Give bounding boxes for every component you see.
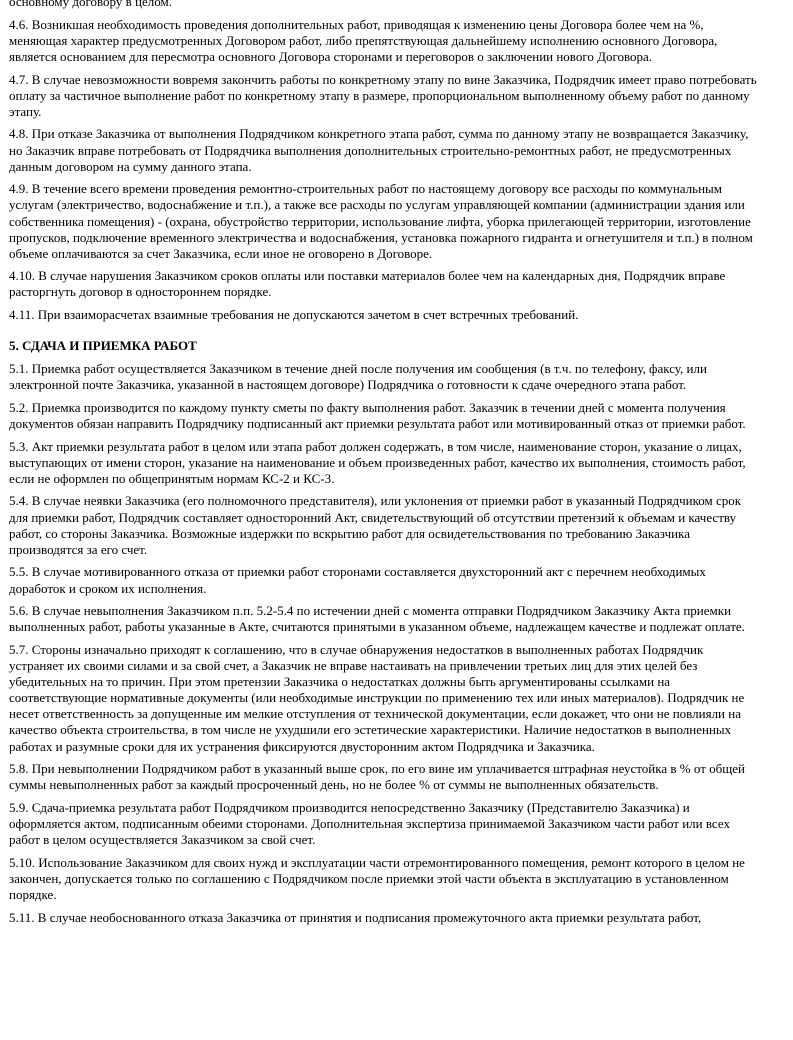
paragraph-4-8: 4.8. При отказе Заказчика от выполнения Подрядчиком конкретного этапа работ, сумма по данному этапу не возвращается Заказчику, но Заказчик вправе потребовать от Подрядчика выполнения дополнительных строительно-ремонтных работ, не предусмотренных данным договором на сумму данного этапа. [9, 126, 749, 174]
paragraph-5-7: 5.7. Стороны изначально приходят к соглашению, что в случае обнаружения недостатков в выполненных работах Подрядчик устраняет их своими силами и за свой счет, а Заказчик не вправе настаивать на привлечении третьих лиц для этих целей без убедительных на то причин. При этом претензии Заказчика о недостатках должны быть аргументированы ссылками на соответствующие нормативные документы (или необходимые инструкции по применению тех или иных материалов). Подрядчик не несет ответственность за допущенные им мелкие отступления от технической документации, если докажет, что они не повлияли на качество объекта строительства, в том числе не ухудшили его эстетические характеристики. Наличие недостатков в выполненных работах и разумные сроки для их устранения фиксируются двусторонним актом Подрядчика и Заказчика. [9, 642, 745, 754]
paragraph-5-2: 5.2. Приемка производится по каждому пункту сметы по факту выполнения работ. Заказчик в течении дней с момента получения документов обязан направить Подрядчику подписанный акт приемки результата работ или мотивированный отказ от приемки работ. [9, 399, 746, 431]
paragraph-4-7: 4.7. В случае невозможности вовремя закончить работы по конкретному этапу по вине Заказчика, Подрядчик имеет право потребовать оплату за частичное выполнение работ по конкретному этапу в размере, пропорциональном выполненному объему работ по данному этапу. [9, 71, 757, 119]
paragraph-5-4: 5.4. В случае неявки Заказчика (его полномочного представителя), или уклонения от приемки работ в указанный Подрядчиком срок для приемки работ, Подрядчик составляет односторонний Акт, свидетельствующий об отсутствии претензий к объемам и качеству работ, со стороны Заказчика. Возможные издержки по вскрытию работ для освидетельствования по требованию Заказчика производятся за его счет. [9, 493, 742, 557]
section-heading-5: 5. СДАЧА И ПРИЕМКА РАБОТ [9, 337, 197, 353]
paragraph-5-10: 5.10. Использование Заказчиком для своих нужд и эксплуатации части отремонтированного помещения, ремонт которого в целом не закончен, допускается только по соглашению с Подрядчиком после приемки этой части объекта в эксплуатацию в установленном порядке. [9, 854, 745, 903]
paragraph-lead: основному договору в целом. [9, 0, 172, 9]
paragraph-5-5: 5.5. В случае мотивированного отказа от приемки работ сторонами составляется двухсторонний акт с перечнем необходимых доработок и сроком их исполнения. [9, 564, 706, 596]
paragraph-5-1: 5.1. Приемка работ осуществляется Заказчиком в течение дней после получения им сообщения (в т.ч. по телефону, факсу, или электронной почте Заказчика, указанной в настоящем договоре) Подрядчика о готовности к сдаче очередного этапа работ. [9, 361, 707, 393]
paragraph-5-11: 5.11. В случае необоснованного отказа Заказчика от принятия и подписания промежуточного акта приемки результата работ, [9, 909, 702, 925]
paragraph-5-8: 5.8. При невыполнении Подрядчиком работ в указанный выше срок, по его вине им уплачивается штрафная неустойка в % от общей суммы невыполненных работ за каждый просроченный день, но не более % от суммы не выполненных обязательств. [9, 761, 745, 793]
paragraph-5-9: 5.9. Сдача-приемка результата работ Подрядчиком производится непосредственно Заказчику (Представителю Заказчика) и оформляется актом, подписанным обеими сторонами. Дополнительная экспертиза принимаемой Заказчиком части работ или всех работ в целом осуществляется Заказчиком за свой счет. [9, 800, 730, 848]
paragraph-4-11: 4.11. При взаиморасчетах взаимные требования не допускаются зачетом в счет встречных требований. [9, 307, 579, 323]
paragraph-5-6: 5.6. В случае невыполнения Заказчиком п.п. 5.2-5.4 по истечении дней с момента отправки Подрядчиком Заказчику Акта приемки выполненных работ, работы указанные в Акте, считаются принятыми в указанном объеме, надлежащем качестве и подлежат оплате. [9, 603, 745, 635]
paragraph-4-6: 4.6. Возникшая необходимость проведения дополнительных работ, приводящая к изменению цены Договора более чем на %, меняющая характер предусмотренных Договором работ, либо препятствующая дальнейшему исполнению основного Договора, является основанием для пересмотра основного Договора сторонами и переговоров о заключении нового Договора. [9, 16, 718, 64]
paragraph-5-3: 5.3. Акт приемки результата работ в целом или этапа работ должен содержать, в том числе, наименование сторон, указание о лицах, выступающих от имени сторон, указание на наименование и объем произведенных работ, качество их выполнения, стоимость работ, если не оформлен по общепринятым нормам КС-2 и КС-3. [9, 438, 746, 486]
paragraph-4-9: 4.9. В течение всего времени проведения ремонтно-строительных работ по настоящему договору все расходы по коммунальным услугам (электричество, водоснабжение и т.п.), а также все расходы по услугам управляющей компании (администрации здания или собственника помещения) - (охрана, обустройство территории, использование лифта, уборка прилегающей территории, изготовление пропусков, подключение временного электричества и водоснабжения, установка пожарного гидранта и огнетушителя и т.п.) в полном объеме оплачиваются за счет Заказчика, если иное не оговорено в Договоре. [9, 181, 753, 261]
paragraph-4-10: 4.10. В случае нарушения Заказчиком сроков оплаты или поставки материалов более чем на календарных дня, Подрядчик вправе расторгнуть договор в одностороннем порядке. [9, 268, 726, 300]
document-page [9, 0, 759, 932]
